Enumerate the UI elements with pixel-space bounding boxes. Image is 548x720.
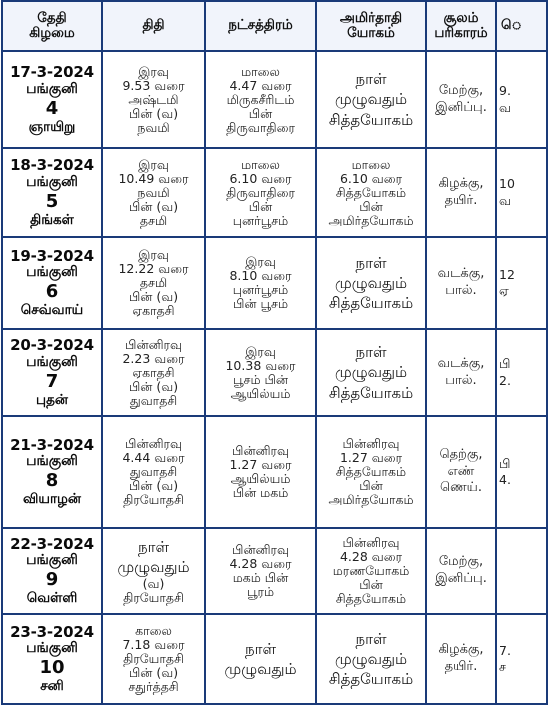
yogam-cell-line: 6.10 வரை	[339, 170, 403, 186]
nakshatra-cell-line: 4.28 வரை	[229, 556, 292, 571]
yogam-cell	[316, 51, 426, 148]
header-thithi	[102, 1, 205, 51]
weekday-text: வியாழன்	[23, 491, 81, 508]
header-date	[2, 1, 102, 51]
header-extra	[496, 1, 547, 51]
nakshatra-cell-line: பின்	[248, 105, 273, 121]
thithi-cell-line: 7.18 வரை	[122, 637, 185, 652]
date-cell	[2, 528, 102, 614]
table-row	[2, 148, 547, 237]
panchangam-table	[1, 0, 548, 705]
yogam-cell-line: நாள்	[355, 629, 387, 648]
header-nakshatra	[205, 1, 316, 51]
thithi-cell-line: 2.23 வரை	[122, 350, 185, 366]
thithi-cell-line: துவாதசி	[129, 392, 178, 408]
date-text: 17-3-2024	[10, 63, 94, 82]
extra-cell-line: 7.	[499, 642, 511, 658]
yogam-cell-line: நாள்	[355, 70, 387, 89]
tamil-day-number: 8	[45, 470, 59, 492]
month-text: பங்குனி	[26, 80, 78, 97]
soolam-cell-line: தயிர்.	[444, 659, 478, 674]
thithi-cell-line: பின் (வ)	[128, 198, 179, 214]
thithi-cell-line: திரயோதசி	[123, 651, 184, 666]
thithi-cell-line: அஷ்டமி	[128, 91, 179, 107]
nakshatra-cell-line: பின்	[248, 198, 273, 214]
thithi-cell-line: 12.22 வரை	[118, 261, 189, 276]
nakshatra-cell-line: மாலை	[241, 63, 280, 79]
header-row	[2, 1, 547, 51]
date-cell	[2, 51, 102, 148]
weekday-text: திங்கள்	[30, 211, 74, 228]
yogam-cell-line: சித்தயோகம்	[328, 294, 414, 313]
nakshatra-cell-line: 8.10 வரை	[229, 268, 292, 283]
nakshatra-cell-line: பூரம்	[246, 584, 275, 599]
nakshatra-cell-line: ஆயில்யம்	[230, 385, 291, 401]
date-text: 23-3-2024	[10, 622, 94, 641]
thithi-cell-line: இரவு	[138, 247, 169, 262]
thithi-cell-line: 10.49 வரை	[118, 170, 189, 186]
table-row	[2, 614, 547, 704]
weekday-text: சனி	[40, 678, 64, 695]
yogam-cell-line: முழுவதும்	[334, 363, 408, 382]
thithi-cell-line: சதுர்த்தசி	[128, 679, 179, 694]
thithi-cell-line: முழுவதும்	[117, 558, 190, 576]
yogam-cell	[316, 237, 426, 329]
yogam-cell-line: 4.28 வரை	[339, 549, 403, 564]
header-yogam-line1: அமிர்தாதி	[339, 9, 403, 26]
date-cell	[2, 416, 102, 528]
nakshatra-cell-line: 4.47 வரை	[229, 77, 292, 93]
thithi-cell-line: திரயோதசி	[123, 590, 184, 606]
yogam-cell	[316, 614, 426, 704]
nakshatra-cell	[205, 51, 316, 148]
extra-cell	[496, 416, 547, 528]
yogam-cell-line: சித்தயோகம்	[328, 383, 414, 402]
date-text: 20-3-2024	[10, 336, 94, 355]
soolam-cell	[426, 329, 496, 416]
soolam-cell-line: இனிப்பு.	[435, 571, 487, 586]
header-soolam	[426, 1, 496, 51]
table-row	[2, 528, 547, 614]
header-soolam-line1: சூலம்	[443, 9, 479, 26]
thithi-cell-line: நாள்	[138, 537, 169, 556]
soolam-cell-line: பால்.	[445, 372, 477, 388]
yogam-cell-line: முழுவதும்	[334, 649, 408, 668]
soolam-cell	[426, 528, 496, 614]
nakshatra-cell-line: மிருகசீரிடம்	[226, 91, 295, 107]
month-text: பங்குனி	[26, 264, 78, 281]
thithi-cell-line: திரயோதசி	[123, 492, 184, 507]
thithi-cell-line: 4.44 வரை	[122, 450, 185, 465]
header-yogam-line2: யோகம்	[347, 25, 395, 41]
month-text: பங்குனி	[26, 353, 78, 370]
nakshatra-cell-line: இரவு	[245, 343, 276, 359]
nakshatra-cell-line: பின்னிரவு	[232, 542, 289, 557]
nakshatra-cell-line: பூசம் பின்	[232, 371, 289, 387]
thithi-cell-line: பின் (வ)	[128, 378, 179, 394]
extra-cell-line: வ	[499, 99, 511, 115]
yogam-cell	[316, 148, 426, 237]
nakshatra-cell	[205, 528, 316, 614]
thithi-cell-line: நவமி	[137, 184, 170, 200]
tamil-day-number: 7	[45, 370, 59, 392]
thithi-cell-line: (வ)	[142, 576, 165, 592]
extra-cell-line: ஏ	[499, 283, 509, 298]
thithi-cell	[102, 416, 205, 528]
yogam-cell-line: மாலை	[351, 156, 391, 172]
thithi-cell	[102, 237, 205, 329]
thithi-cell-line: ஏகாதசி	[132, 303, 175, 318]
yogam-cell-line: 1.27 வரை	[339, 450, 403, 465]
soolam-cell-line: ணெய்.	[440, 480, 482, 496]
yogam-cell-line: அமிர்தயோகம்	[328, 492, 414, 507]
thithi-cell-line: பின் (வ)	[128, 289, 179, 304]
thithi-cell	[102, 148, 205, 237]
yogam-cell-line: சித்தயோகம்	[335, 184, 407, 200]
date-text: 22-3-2024	[10, 534, 94, 553]
date-cell	[2, 148, 102, 237]
nakshatra-cell-line: முழுவதும்	[224, 660, 297, 678]
thithi-cell-line: நவமி	[137, 119, 170, 135]
table-row	[2, 51, 547, 148]
nakshatra-cell	[205, 237, 316, 329]
extra-cell-line: 4.	[499, 472, 511, 487]
header-date-line2: கிழமை	[29, 25, 75, 41]
nakshatra-cell-line: ஆயில்யம்	[230, 471, 291, 486]
header-date-line1: தேதி	[37, 9, 67, 26]
yogam-cell	[316, 329, 426, 416]
soolam-cell	[426, 614, 496, 704]
extra-cell-line: பி	[499, 455, 511, 471]
table-row	[2, 237, 547, 329]
thithi-cell-line: தசமி	[139, 212, 168, 228]
soolam-cell-line: இனிப்பு.	[435, 99, 487, 115]
thithi-cell-line: காலை	[135, 623, 172, 638]
nakshatra-cell-line: பின்னிரவு	[232, 443, 289, 458]
header-soolam-line2: பரிகாரம்	[434, 25, 488, 41]
tamil-day-number: 5	[45, 190, 59, 212]
nakshatra-cell-line: 6.10 வரை	[229, 170, 292, 186]
month-text: பங்குனி	[26, 640, 78, 657]
soolam-cell	[426, 237, 496, 329]
header-thithi-label: திதி	[142, 17, 165, 34]
thithi-cell-line: 9.53 வரை	[122, 77, 185, 93]
date-text: 19-3-2024	[10, 246, 94, 265]
thithi-cell-line: பின்னிரவு	[125, 336, 182, 352]
yogam-cell-line: நாள்	[355, 253, 387, 272]
extra-cell	[496, 148, 547, 237]
soolam-cell-line: மேற்கு,	[438, 82, 484, 98]
nakshatra-cell-line: புனர்பூசம்	[232, 282, 289, 297]
table-row	[2, 329, 547, 416]
weekday-text: வெள்ளி	[26, 590, 78, 607]
nakshatra-cell-line: இரவு	[245, 254, 276, 269]
nakshatra-cell	[205, 416, 316, 528]
month-text: பங்குனி	[26, 173, 78, 190]
date-text: 21-3-2024	[10, 435, 94, 454]
extra-cell-line: 2.	[499, 372, 511, 388]
extra-cell-line: வ	[499, 192, 511, 208]
nakshatra-cell-line: மகம் பின்	[232, 570, 289, 585]
tamil-day-number: 9	[45, 569, 59, 591]
soolam-cell-line: தயிர்.	[444, 192, 478, 208]
thithi-cell-line: துவாதசி	[129, 464, 178, 479]
extra-cell	[496, 614, 547, 704]
extra-cell-line: ச	[499, 659, 506, 674]
date-text: 18-3-2024	[10, 156, 94, 175]
extra-cell	[496, 51, 547, 148]
yogam-cell-line: சித்தயோகம்	[335, 464, 407, 479]
thithi-cell	[102, 614, 205, 704]
thithi-cell-line: ஏகாதசி	[132, 364, 175, 380]
weekday-text: செவ்வாய்	[20, 302, 84, 319]
yogam-cell-line: மரணயோகம்	[332, 563, 410, 578]
thithi-cell-line: பின்னிரவு	[125, 436, 182, 451]
date-cell	[2, 614, 102, 704]
thithi-cell-line: பின் (வ)	[128, 478, 179, 493]
soolam-cell-line: பால்.	[445, 283, 477, 298]
soolam-cell	[426, 51, 496, 148]
thithi-cell-line: பின் (வ)	[128, 665, 179, 680]
yogam-cell-line: பின்	[359, 478, 383, 493]
soolam-cell	[426, 148, 496, 237]
month-text: பங்குனி	[26, 552, 78, 569]
nakshatra-cell	[205, 148, 316, 237]
yogam-cell-line: பின்னிரவு	[342, 436, 400, 451]
soolam-cell-line: தெற்கு,	[439, 446, 483, 462]
thithi-cell-line: இரவு	[138, 63, 169, 79]
tamil-day-number: 4	[45, 97, 59, 119]
extra-cell-line: 9.	[499, 83, 511, 99]
header-yogam	[316, 1, 426, 51]
thithi-cell	[102, 51, 205, 148]
tamil-day-number: 6	[45, 281, 59, 303]
extra-cell-line: 10	[499, 176, 515, 192]
thithi-cell-line: பின் (வ)	[128, 105, 179, 121]
nakshatra-cell-line: திருவாதிரை	[226, 119, 295, 135]
weekday-text: புதன்	[36, 391, 68, 408]
yogam-cell-line: நாள்	[355, 343, 387, 362]
extra-cell	[496, 237, 547, 329]
nakshatra-cell-line: நாள்	[245, 639, 276, 658]
yogam-cell-line: சித்தயோகம்	[335, 591, 407, 606]
thithi-cell-line: இரவு	[138, 156, 169, 172]
soolam-cell-line: மேற்கு,	[438, 554, 484, 570]
table-row	[2, 416, 547, 528]
yogam-cell-line: அமிர்தயோகம்	[328, 212, 414, 228]
extra-cell	[496, 528, 547, 614]
yogam-cell-line: பின்	[359, 577, 383, 592]
extra-cell	[496, 329, 547, 416]
nakshatra-cell-line: 1.27 வரை	[229, 457, 292, 472]
header-extra-label: ெ	[501, 17, 522, 34]
thithi-cell-line: தசமி	[139, 275, 168, 290]
soolam-cell	[426, 416, 496, 528]
thithi-cell	[102, 329, 205, 416]
soolam-cell-line: வடக்கு,	[437, 355, 485, 371]
tamil-day-number: 10	[39, 657, 65, 679]
yogam-cell	[316, 416, 426, 528]
nakshatra-cell-line: திருவாதிரை	[226, 184, 295, 200]
yogam-cell-line: சித்தயோகம்	[328, 110, 414, 129]
soolam-cell-line: கிழக்கு,	[438, 175, 484, 191]
date-cell	[2, 329, 102, 416]
soolam-cell-line: வடக்கு,	[437, 266, 485, 282]
nakshatra-cell-line: மாலை	[241, 156, 280, 172]
yogam-cell-line: பின்னிரவு	[342, 535, 400, 550]
nakshatra-cell-line: 10.38 வரை	[225, 357, 296, 373]
nakshatra-cell	[205, 329, 316, 416]
soolam-cell-line: எண்	[447, 463, 475, 479]
extra-cell-line: 12	[499, 266, 515, 282]
thithi-cell	[102, 528, 205, 614]
yogam-cell	[316, 528, 426, 614]
yogam-cell-line: முழுவதும்	[334, 90, 408, 109]
nakshatra-cell-line: பின் மகம்	[232, 485, 289, 500]
yogam-cell-line: பின்	[359, 198, 383, 214]
date-cell	[2, 237, 102, 329]
header-nakshatra-label: நட்சத்திரம்	[228, 17, 293, 34]
weekday-text: ஞாயிறு	[28, 118, 76, 135]
nakshatra-cell	[205, 614, 316, 704]
yogam-cell-line: சித்தயோகம்	[328, 670, 414, 689]
soolam-cell-line: கிழக்கு,	[438, 642, 484, 658]
month-text: பங்குனி	[26, 453, 78, 470]
extra-cell-line: பி	[499, 356, 511, 372]
nakshatra-cell-line: பின் பூசம்	[232, 296, 289, 311]
nakshatra-cell-line: புனர்பூசம்	[232, 212, 289, 228]
yogam-cell-line: முழுவதும்	[334, 273, 408, 292]
